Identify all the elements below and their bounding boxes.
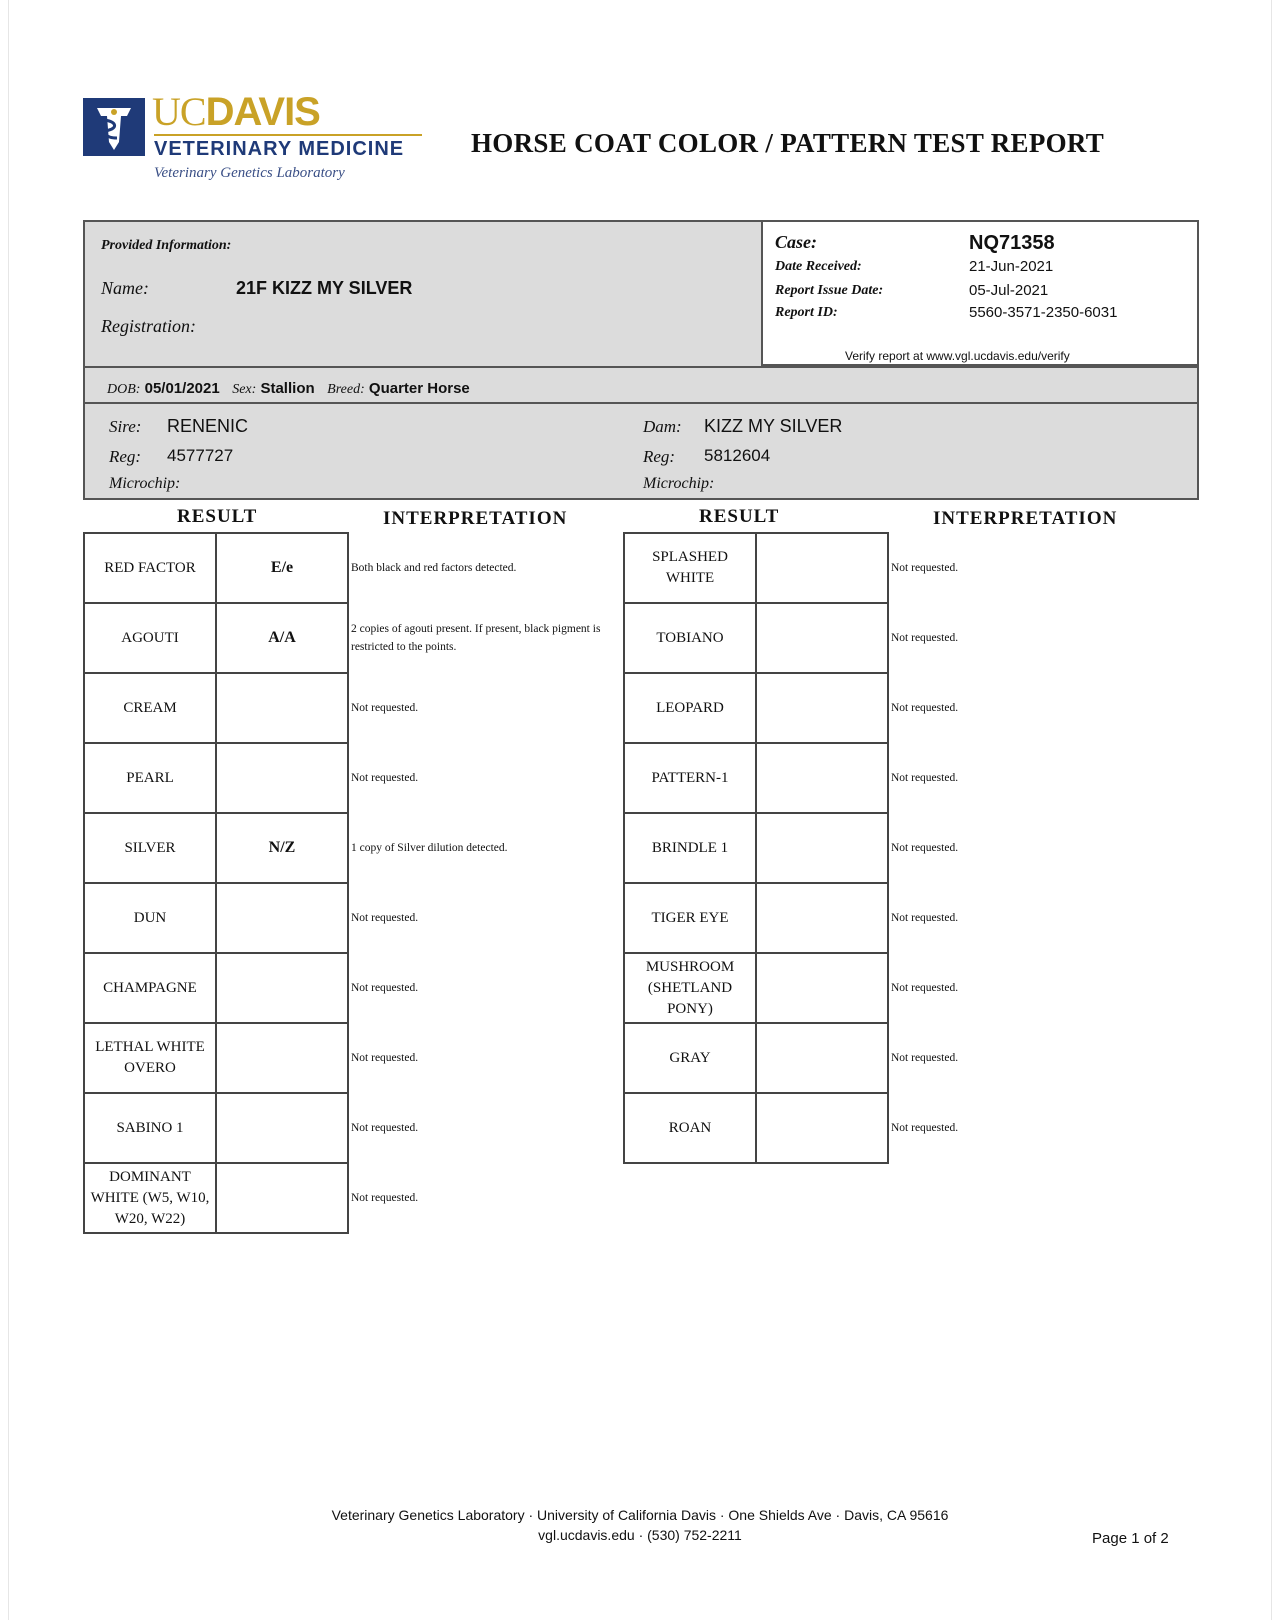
gene-interpretation: Not requested.	[351, 912, 419, 924]
name-label: Name:	[101, 278, 149, 298]
gene-result	[756, 813, 888, 883]
logo-rule	[154, 134, 422, 136]
gene-interpretation: Not requested.	[351, 702, 419, 714]
table-row	[624, 603, 1144, 673]
gene-result	[756, 953, 888, 1023]
table-row	[624, 953, 1144, 1023]
sire-reg-value: 4577727	[167, 446, 234, 465]
breed-label: Breed:	[327, 382, 365, 397]
footer	[9, 1505, 1271, 1545]
gene-interpretation: Not requested.	[891, 1052, 959, 1064]
divider	[83, 402, 1199, 404]
dam-reg-value: 5812604	[704, 446, 771, 465]
gene-result	[756, 743, 888, 813]
left-interpretation-header: INTERPRETATION	[383, 508, 568, 529]
breed-value: Quarter Horse	[368, 380, 470, 397]
logo-vgl: Veterinary Genetics Laboratory	[154, 165, 345, 181]
page-number: Page 1 of 2	[1092, 1530, 1169, 1547]
gene-result	[216, 673, 348, 743]
table-row	[624, 1093, 1144, 1163]
gene-result	[756, 603, 888, 673]
gene-interpretation: Not requested.	[891, 772, 959, 784]
gene-result	[756, 673, 888, 743]
table-row	[624, 743, 1144, 813]
animal-row	[107, 380, 470, 398]
table-row	[624, 813, 1144, 883]
gene-name: PEARL	[84, 743, 216, 813]
gene-result	[756, 1023, 888, 1093]
gene-result: E/e	[216, 533, 348, 603]
gene-result	[216, 1023, 348, 1093]
gene-name: DUN	[84, 883, 216, 953]
gene-name: SPLASHED WHITE	[624, 533, 756, 603]
dam-value: KIZZ MY SILVER	[704, 416, 843, 436]
logo-vet-medicine: VETERINARY MEDICINE	[154, 138, 405, 160]
table-row	[84, 883, 604, 953]
logo-wordmark: UCDAVIS	[152, 89, 320, 134]
sire-value: RENENIC	[167, 416, 249, 436]
dam-reg-label: Reg:	[643, 447, 676, 466]
verify-link[interactable]: Verify report at www.vgl.ucdavis.edu/verify	[845, 349, 1070, 363]
sire-reg-label: Reg:	[109, 447, 142, 466]
gene-interpretation: 1 copy of Silver dilution detected.	[351, 842, 508, 854]
left-results-table	[83, 532, 605, 1234]
gene-interpretation: Not requested.	[891, 632, 959, 644]
table-row	[84, 953, 604, 1023]
gene-name: TIGER EYE	[624, 883, 756, 953]
report-id-label: Report ID:	[775, 305, 838, 320]
gene-interpretation: Not requested.	[891, 912, 959, 924]
gene-interpretation: Not requested.	[891, 982, 959, 994]
gene-interpretation: Not requested.	[891, 562, 959, 574]
gene-interpretation: Not requested.	[891, 842, 959, 854]
table-row	[84, 1163, 604, 1233]
sire-microchip-label: Microchip:	[109, 475, 181, 492]
table-row	[624, 533, 1144, 603]
gene-result	[756, 883, 888, 953]
received-label: Date Received:	[775, 259, 862, 274]
gene-result	[216, 953, 348, 1023]
gene-result: N/Z	[216, 813, 348, 883]
gene-interpretation: Not requested.	[351, 772, 419, 784]
gene-name: SABINO 1	[84, 1093, 216, 1163]
gene-name: LEOPARD	[624, 673, 756, 743]
gene-name: CHAMPAGNE	[84, 953, 216, 1023]
table-row	[84, 813, 604, 883]
gene-name: TOBIANO	[624, 603, 756, 673]
table-row	[84, 743, 604, 813]
gene-name: BRINDLE 1	[624, 813, 756, 883]
right-result-header: RESULT	[699, 506, 780, 527]
dam-microchip-label: Microchip:	[643, 475, 715, 492]
registration-label: Registration:	[101, 316, 196, 336]
gene-result	[216, 1163, 348, 1233]
table-row	[624, 673, 1144, 743]
gene-name: RED FACTOR	[84, 533, 216, 603]
report-id-value: 5560-3571-2350-6031	[969, 304, 1118, 321]
report-title: HORSE COAT COLOR / PATTERN TEST REPORT	[471, 128, 1105, 158]
gene-interpretation: Not requested.	[351, 1192, 419, 1204]
gene-result	[216, 883, 348, 953]
table-row	[624, 883, 1144, 953]
gene-name: PATTERN-1	[624, 743, 756, 813]
gene-name: GRAY	[624, 1023, 756, 1093]
ucdavis-seal-icon	[83, 98, 145, 156]
gene-name: DOMINANT WHITE (W5, W10, W20, W22)	[84, 1163, 216, 1233]
gene-name: SILVER	[84, 813, 216, 883]
dob-label: DOB:	[107, 382, 141, 397]
table-row	[84, 1023, 604, 1093]
case-label: Case:	[775, 232, 817, 252]
table-row	[84, 1093, 604, 1163]
gene-interpretation: 2 copies of agouti present. If present, black pigment is restricted to the points.	[351, 623, 601, 653]
gene-interpretation: Not requested.	[351, 982, 419, 994]
gene-result	[216, 1093, 348, 1163]
gene-name: LETHAL WHITE OVERO	[84, 1023, 216, 1093]
case-value: NQ71358	[969, 232, 1055, 254]
gene-name: CREAM	[84, 673, 216, 743]
divider	[83, 366, 1199, 368]
gene-interpretation: Not requested.	[351, 1122, 419, 1134]
gene-result	[216, 743, 348, 813]
sire-label: Sire:	[109, 417, 142, 436]
name-value: 21F KIZZ MY SILVER	[236, 278, 413, 298]
provided-heading: Provided Information:	[101, 238, 232, 253]
sex-label: Sex:	[232, 382, 257, 397]
left-result-header: RESULT	[177, 506, 258, 527]
dam-label: Dam:	[643, 417, 682, 436]
gene-interpretation: Not requested.	[891, 702, 959, 714]
right-results-table	[623, 532, 1145, 1164]
report-page	[8, 0, 1272, 1620]
gene-result: A/A	[216, 603, 348, 673]
gene-interpretation: Not requested.	[891, 1122, 959, 1134]
gene-name: AGOUTI	[84, 603, 216, 673]
gene-interpretation: Both black and red factors detected.	[351, 562, 517, 574]
gene-result	[756, 1093, 888, 1163]
sex-value: Stallion	[260, 380, 315, 397]
dob-value: 05/01/2021	[144, 380, 220, 397]
table-row	[84, 603, 604, 673]
gene-result	[756, 533, 888, 603]
gene-name: MUSHROOM (SHETLAND PONY)	[624, 953, 756, 1023]
table-row	[84, 533, 604, 603]
footer-address: Veterinary Genetics Laboratory · University of California Davis · One Shields Ave · Davis, CA 95616	[331, 1507, 949, 1523]
table-row	[624, 1023, 1144, 1093]
gene-interpretation: Not requested.	[351, 1052, 419, 1064]
footer-contact: vgl.ucdavis.edu · (530) 752-2211	[538, 1527, 742, 1543]
issue-date-label: Report Issue Date:	[775, 283, 884, 298]
issue-date-value: 05-Jul-2021	[969, 282, 1049, 299]
received-value: 21-Jun-2021	[969, 258, 1054, 275]
table-row	[84, 673, 604, 743]
gene-name: ROAN	[624, 1093, 756, 1163]
right-interpretation-header: INTERPRETATION	[933, 508, 1118, 529]
